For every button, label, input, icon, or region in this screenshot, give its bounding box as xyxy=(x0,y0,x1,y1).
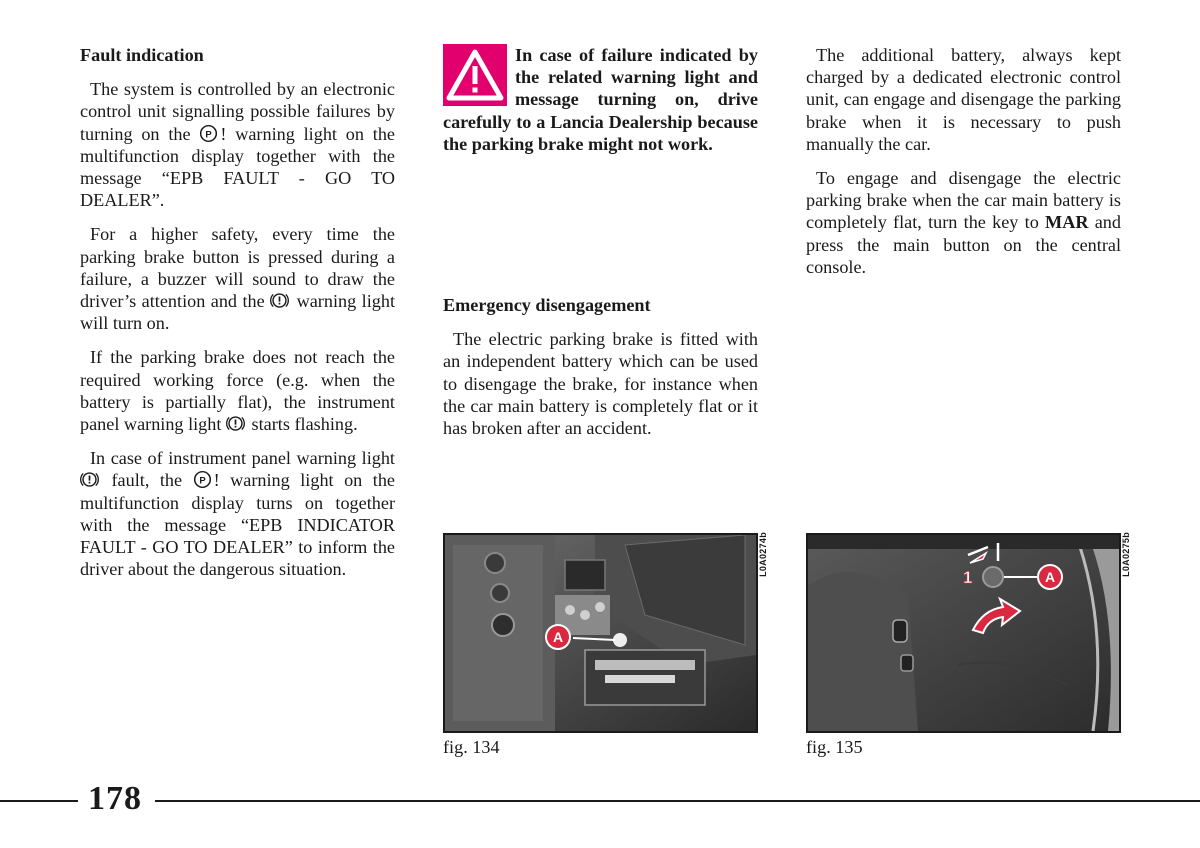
column-fault-indication xyxy=(80,44,395,592)
paragraph-engage-disengage: To engage and disengage the electric parking brake when the car main battery is completely flat, turn the key to MAR and press the main button on the central console. xyxy=(806,168,1121,277)
figure-135-caption: fig. 135 xyxy=(806,737,863,757)
section-emergency-disengagement xyxy=(443,294,758,451)
warning-text: In case of failure indicated by the related warning light and message turning on, drive carefully to a Lancia Dealership because the parking brake might not work. xyxy=(443,45,758,154)
section-heading-emergency: Emergency disengagement xyxy=(443,295,651,315)
column-warning xyxy=(443,44,758,155)
paragraph-buzzer: For a higher safety, every time the parking brake button is pressed during a failure, a buzzer will sound to draw the driver’s attention and the warning light will turn on. xyxy=(80,224,395,334)
paragraph-additional-battery: The additional battery, always kept charged by a dedicated electronic control unit, can engage and disengage the parking brake when it is necessary to push manually the car. xyxy=(806,45,1121,154)
paragraph-working-force: If the parking brake does not reach the required working force (e.g. when the battery is partially flat), the instrument panel warning light starts flashing. xyxy=(80,347,395,435)
callout-label-a: A xyxy=(1044,569,1056,585)
callout-label-1: 1 xyxy=(963,568,973,587)
key-position-mar: MAR xyxy=(1045,212,1089,233)
footer-rule-right xyxy=(155,800,1200,802)
figure-135-code: L0A0275b xyxy=(1121,532,1131,577)
figure-134-caption: fig. 134 xyxy=(443,737,500,757)
section-heading-fault-indication: Fault indication xyxy=(80,45,204,65)
warning-triangle-icon xyxy=(443,44,507,106)
column-additional-battery xyxy=(806,44,1121,290)
figure-134-code: L0A0274b xyxy=(758,532,768,577)
svg-text:P: P xyxy=(198,475,206,487)
brake-circle-icon xyxy=(270,291,289,310)
callout-label-a: A xyxy=(552,629,564,645)
figure-134-image xyxy=(443,533,758,733)
paragraph-independent-battery: The electric parking brake is fitted with an independent battery which can be used to disengage the brake, for instance when the car main battery is completely flat or it has broken after an accident. xyxy=(443,329,758,439)
warning-box xyxy=(443,44,758,155)
parking-brake-p-icon xyxy=(193,470,212,489)
paragraph-indicator-fault: In case of instrument panel warning light fault, the P ! warning light on the multifunction display turns on together with the message “EPB INDICATOR FAULT - GO TO DEALER” to inform the driver about the dangerous situation. xyxy=(80,448,395,580)
page-number: 178 xyxy=(88,780,142,817)
brake-circle-icon xyxy=(226,414,245,433)
parking-brake-p-icon xyxy=(199,124,218,143)
paragraph-fault-control-unit: The system is controlled by an electronic control unit signalling possible failures by turning on the P ! warning light on the multifunction display together with the message “EPB FAULT - GO TO DEALER”. xyxy=(80,79,395,211)
svg-text:P: P xyxy=(205,128,213,140)
brake-circle-icon xyxy=(80,470,99,489)
figure-135-image xyxy=(806,533,1121,733)
footer-rule-left xyxy=(0,800,78,802)
